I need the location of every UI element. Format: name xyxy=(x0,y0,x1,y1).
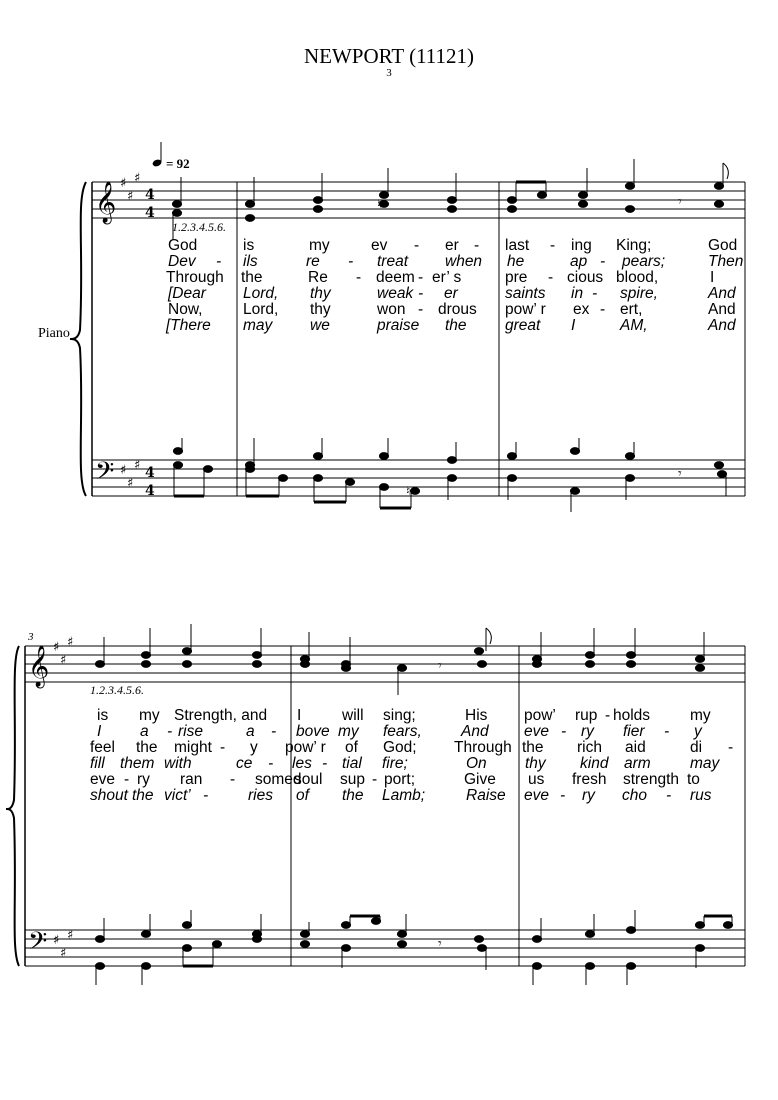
lyric-syllable: - xyxy=(124,771,130,788)
bass-clef-icon: 𝄢 xyxy=(28,927,48,962)
lyric-syllable: - xyxy=(664,723,670,740)
svg-text:♯: ♯ xyxy=(53,640,60,655)
lyric-syllable: soul xyxy=(294,771,323,788)
lyric-syllable: Strength, and xyxy=(174,707,268,724)
lyric-syllable: drous xyxy=(438,301,477,318)
lyric-syllable: last xyxy=(505,237,530,254)
lyric-syllable: ries xyxy=(248,787,273,804)
lyric-syllable: ev xyxy=(371,237,388,254)
treble-notes-2 xyxy=(95,624,704,695)
lyric-syllable: when xyxy=(445,253,483,270)
lyric-syllable: - xyxy=(600,253,606,270)
brace-2 xyxy=(6,646,19,966)
svg-text:♯: ♯ xyxy=(53,933,60,948)
lyric-syllable: port; xyxy=(384,771,416,788)
bass-staff-2 xyxy=(25,930,745,966)
lyric-syllable: fill xyxy=(90,755,105,772)
svg-text:♯: ♯ xyxy=(60,946,67,961)
lyric-syllable: ils xyxy=(243,253,258,270)
lyric-syllable: - xyxy=(271,723,277,740)
lyric-syllable: - xyxy=(728,739,734,756)
lyric-syllable: [There xyxy=(166,317,211,334)
instrument-label: Piano xyxy=(38,326,70,341)
lyric-syllable: sing; xyxy=(383,707,416,724)
lyric-syllable: bove xyxy=(296,723,330,740)
svg-text:♯: ♯ xyxy=(134,458,141,473)
lyric-syllable: to xyxy=(687,771,700,788)
lyric-syllable: deem xyxy=(376,269,415,286)
svg-text:♯: ♯ xyxy=(67,928,74,943)
lyric-syllable: pow’ r xyxy=(285,739,326,756)
lyric-syllable: strength xyxy=(623,771,680,788)
lyric-syllable: - xyxy=(268,755,274,772)
lyric-syllable: fire; xyxy=(382,755,408,772)
natural-icon: ♮ xyxy=(377,197,382,211)
lyric-syllable: ry xyxy=(581,723,594,740)
lyric-syllable: - xyxy=(356,269,362,286)
lyric-syllable: [Dear xyxy=(168,285,206,302)
lyric-syllable: shout xyxy=(90,787,128,804)
natural-icon: ♮ xyxy=(406,484,411,498)
lyric-syllable: - xyxy=(605,707,611,724)
lyric-syllable: them xyxy=(120,755,155,772)
lyric-syllable: Lord, xyxy=(243,301,279,318)
lyric-syllable: I xyxy=(97,723,102,740)
bass-clef-icon: 𝄢 xyxy=(95,457,115,492)
lyric-syllable: I xyxy=(710,269,715,286)
svg-text:♯: ♯ xyxy=(127,476,134,491)
lyric-syllable: y xyxy=(694,723,702,740)
lyric-syllable: of xyxy=(296,787,309,804)
svg-text:♯: ♯ xyxy=(120,176,127,191)
svg-text:♯: ♯ xyxy=(67,635,74,650)
lyric-syllable: vict’ xyxy=(164,787,191,804)
lyric-syllable: eve xyxy=(90,771,115,788)
lyric-syllable: Lord, xyxy=(243,285,279,302)
lyric-syllable: Dev xyxy=(168,253,196,270)
lyric-syllable: ran xyxy=(180,771,203,788)
lyric-syllable: - xyxy=(418,301,424,318)
lyric-syllable: AM, xyxy=(620,317,648,334)
lyric-syllable: might xyxy=(174,739,212,756)
lyric-syllable: - xyxy=(167,723,173,740)
treble-staff-2 xyxy=(25,646,745,682)
lyric-syllable: fears, xyxy=(383,723,422,740)
lyric-syllable: sup xyxy=(340,771,365,788)
lyric-syllable: won xyxy=(377,301,406,318)
lyric-syllable: arm xyxy=(624,755,651,772)
brace-1 xyxy=(70,182,86,496)
lyric-syllable: spire, xyxy=(620,285,658,302)
lyric-syllable: the xyxy=(445,317,467,334)
tempo-mark xyxy=(152,142,163,168)
lyric-syllable: my xyxy=(309,237,330,254)
lyric-syllable: - xyxy=(322,755,328,772)
lyric-syllable: Give xyxy=(464,771,496,788)
lyric-syllable: And xyxy=(708,301,736,318)
lyric-syllable: God xyxy=(708,237,738,254)
treble-staff-1 xyxy=(92,182,745,218)
lyric-syllable: treat xyxy=(377,253,409,270)
lyric-syllable: - xyxy=(592,285,598,302)
lyric-syllable: the xyxy=(241,269,263,286)
lyric-syllable: fier xyxy=(623,723,645,740)
lyric-syllable: a xyxy=(140,723,149,740)
lyric-syllable: ry xyxy=(582,787,595,804)
lyric-syllable: - xyxy=(203,787,209,804)
treble-clef-icon: 𝄞 xyxy=(28,646,50,687)
lyric-syllable: rise xyxy=(178,723,203,740)
lyric-syllable: somed xyxy=(255,771,302,788)
lyric-syllable: of xyxy=(345,739,358,756)
lyric-syllable: And xyxy=(461,723,489,740)
lyric-syllable: pow’ xyxy=(524,707,556,724)
lyric-syllable: I xyxy=(297,707,302,724)
lyric-syllable: - xyxy=(561,723,567,740)
lyric-syllable: - xyxy=(216,253,222,270)
lyric-syllable: di xyxy=(690,739,703,756)
lyric-syllable: - xyxy=(418,269,424,286)
lyric-syllable: Lamb; xyxy=(382,787,426,804)
lyric-syllable: I xyxy=(571,317,576,334)
bass-notes-1 xyxy=(173,438,726,512)
lyric-syllable: cious xyxy=(567,269,604,286)
lyric-syllable: thy xyxy=(525,755,546,772)
lyric-syllable: pears; xyxy=(622,253,666,270)
lyric-syllable: in xyxy=(571,285,584,302)
lyric-syllable: praise xyxy=(377,317,420,334)
lyric-syllable: may xyxy=(243,317,273,334)
lyric-syllable: er xyxy=(445,237,459,254)
lyric-syllable: - xyxy=(666,787,672,804)
lyric-syllable: rich xyxy=(577,739,602,756)
time-signature xyxy=(145,187,155,499)
svg-text:4: 4 xyxy=(145,465,155,481)
lyric-syllable: Raise xyxy=(466,787,506,804)
lyric-syllable: pow’ r xyxy=(505,301,546,318)
treble-clef-icon: 𝄞 xyxy=(95,182,117,223)
lyric-syllable: His xyxy=(465,707,488,724)
lyric-syllable: rus xyxy=(690,787,712,804)
lyric-syllable: cho xyxy=(622,787,647,804)
svg-text:♯: ♯ xyxy=(127,189,134,204)
lyric-syllable: y xyxy=(250,739,258,756)
lyric-syllable: God xyxy=(168,237,198,254)
lyric-syllable: blood, xyxy=(616,269,659,286)
lyric-syllable: - xyxy=(372,771,378,788)
lyric-syllable: - xyxy=(414,237,420,254)
lyric-syllable: - xyxy=(600,301,606,318)
lyric-syllable: - xyxy=(230,771,236,788)
score-title: NEWPORT (11121) xyxy=(303,44,475,68)
lyric-syllable: the xyxy=(342,787,364,804)
lyric-syllable: rup xyxy=(575,707,598,724)
lyric-syllable: Through xyxy=(454,739,512,756)
rest-icon: 𝄾 xyxy=(438,658,442,674)
lyric-syllable: - xyxy=(474,237,480,254)
lyric-syllable: ry xyxy=(137,771,150,788)
measure-number: 3 xyxy=(28,631,34,643)
lyric-syllable: the xyxy=(136,739,158,756)
lyric-syllable: holds xyxy=(613,707,651,724)
lyric-syllable: - xyxy=(548,269,554,286)
lyric-syllable: with xyxy=(164,755,192,772)
lyric-syllable: great xyxy=(505,317,541,334)
lyric-syllable: re xyxy=(306,253,320,270)
lyric-syllable: - xyxy=(560,787,566,804)
lyric-syllable: - xyxy=(418,285,424,302)
lyric-syllable: is xyxy=(97,707,109,724)
lyric-syllable: is xyxy=(243,237,255,254)
lyric-syllable: Re xyxy=(308,269,328,286)
lyric-syllable: tial xyxy=(342,755,362,772)
svg-text:♯: ♯ xyxy=(120,463,127,478)
lyric-syllable: feel xyxy=(90,739,115,756)
tempo-value: = 92 xyxy=(166,156,190,171)
lyric-syllable: Now, xyxy=(168,301,203,318)
lyric-syllable: my xyxy=(139,707,160,724)
lyric-syllable: And xyxy=(708,317,736,334)
lyric-syllable: On xyxy=(466,755,487,772)
lyric-syllable: the xyxy=(132,787,154,804)
lyric-syllable: - xyxy=(220,739,226,756)
lyric-syllable: - xyxy=(550,237,556,254)
svg-text:♯: ♯ xyxy=(60,653,67,668)
lyric-syllable: kind xyxy=(580,755,609,772)
lyric-syllable: us xyxy=(528,771,545,788)
volta-label: 1.2.3.4.5.6. xyxy=(90,683,144,697)
key-signature xyxy=(53,171,140,961)
lyric-syllable: my xyxy=(338,723,359,740)
lyric-syllable: thy xyxy=(310,301,331,318)
svg-text:4: 4 xyxy=(145,205,155,221)
lyric-syllable: ex xyxy=(573,301,590,318)
lyric-syllable: eve xyxy=(524,787,549,804)
lyric-syllable: King; xyxy=(616,237,652,254)
svg-text:♯: ♯ xyxy=(134,171,141,186)
score-subtitle: 3 xyxy=(386,67,392,79)
lyric-syllable: er xyxy=(444,285,458,302)
lyric-syllable: And xyxy=(708,285,736,302)
lyric-syllable: Then xyxy=(708,253,744,270)
lyric-syllable: Through xyxy=(166,269,224,286)
lyric-syllable: ing xyxy=(571,237,592,254)
lyric-syllable: weak xyxy=(377,285,414,302)
lyric-syllable: - xyxy=(348,253,354,270)
lyric-syllable: will xyxy=(342,707,364,724)
volta-label: 1.2.3.4.5.6. xyxy=(172,220,226,234)
lyric-syllable: thy xyxy=(310,285,331,302)
lyric-syllable: aid xyxy=(625,739,646,756)
lyric-syllable: les xyxy=(292,755,312,772)
lyric-syllable: pre xyxy=(505,269,528,286)
lyric-syllable: he xyxy=(507,253,525,270)
lyric-syllable: fresh xyxy=(572,771,607,788)
lyric-syllable: we xyxy=(310,317,330,334)
lyric-syllable: eve xyxy=(524,723,549,740)
lyric-syllable: ap xyxy=(570,253,588,270)
svg-text:4: 4 xyxy=(145,483,155,499)
lyric-syllable: ert, xyxy=(620,301,643,318)
lyric-syllable: God; xyxy=(383,739,417,756)
lyric-syllable: a xyxy=(246,723,255,740)
rest-icon: 𝄾 xyxy=(678,194,682,210)
lyric-syllable: ce xyxy=(236,755,253,772)
rest-icon: 𝄾 xyxy=(438,936,442,952)
lyric-syllable: saints xyxy=(505,285,546,302)
lyric-syllable: my xyxy=(690,707,711,724)
lyric-syllable: may xyxy=(690,755,720,772)
rest-icon: 𝄾 xyxy=(678,466,682,482)
svg-text:4: 4 xyxy=(145,187,155,203)
lyric-syllable: er’ s xyxy=(432,269,462,286)
lyric-syllable: the xyxy=(522,739,544,756)
